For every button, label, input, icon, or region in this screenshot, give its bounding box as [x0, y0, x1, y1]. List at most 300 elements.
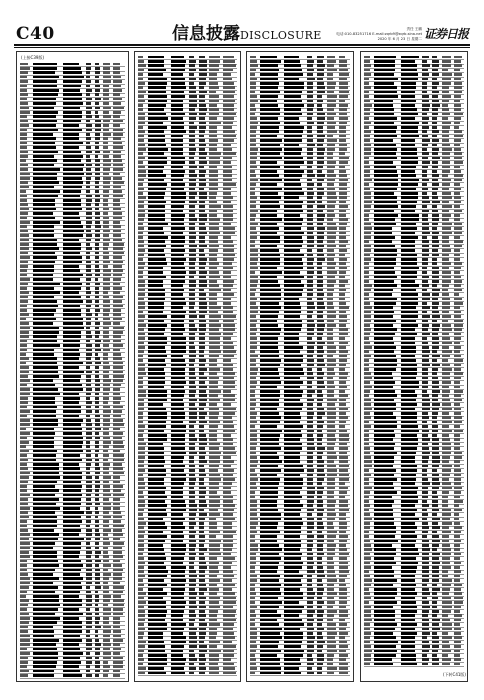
table-cell: [148, 386, 164, 389]
table-cell: [20, 520, 27, 523]
table-cell: [374, 658, 392, 661]
table-cell: [20, 555, 30, 558]
table-cell: [63, 349, 79, 352]
table-cell: [374, 218, 395, 221]
table-cell: [374, 170, 397, 173]
table-cell: [442, 557, 450, 560]
table-cell: [442, 227, 451, 230]
table-cell: [113, 93, 120, 96]
table-cell: [432, 78, 437, 81]
table-cell: [432, 588, 440, 591]
table-cell: [138, 535, 144, 538]
table-cell: [442, 641, 449, 644]
table-cell: [103, 151, 110, 154]
table-cell: [401, 113, 418, 116]
table-cell: [454, 258, 460, 261]
table-cell: [209, 122, 220, 125]
table-cell: [20, 560, 27, 563]
table-cell: [20, 643, 30, 646]
table-cell: [148, 650, 165, 653]
table-cell: [442, 86, 449, 89]
table-cell: [223, 113, 236, 116]
table-cell: [223, 487, 231, 490]
table-cell: [223, 170, 232, 173]
table-cell: [442, 144, 450, 147]
table-cell: [113, 76, 120, 79]
table-cell: [454, 69, 460, 72]
table-cell: [63, 186, 82, 189]
table-cell: [95, 379, 101, 382]
table-cell: [63, 208, 82, 211]
table-cell: [284, 214, 300, 217]
table-cell: [307, 575, 312, 578]
table-cell: [401, 346, 416, 349]
table-cell: [113, 155, 121, 158]
table-cell: [63, 507, 80, 510]
table-cell: [339, 139, 346, 142]
table-cell: [401, 636, 415, 639]
table-cell: [442, 333, 449, 336]
table-cell: [63, 120, 81, 123]
table-cell: [86, 560, 92, 563]
table-cell: [223, 478, 235, 481]
table-cell: [374, 179, 398, 182]
table-cell: [422, 324, 429, 327]
table-cell: [103, 186, 110, 189]
table-cell: [250, 416, 256, 419]
table-cell: [199, 108, 207, 111]
table-cell: [148, 408, 166, 411]
table-cell: [20, 221, 30, 224]
table-cell: [199, 535, 205, 538]
table-cell: [260, 667, 281, 670]
table-cell: [374, 284, 397, 287]
table-cell: [103, 511, 109, 514]
table-cell: [260, 183, 277, 186]
table-cell: [171, 210, 184, 213]
table-cell: [20, 63, 28, 66]
table-cell: [284, 117, 299, 120]
table-cell: [307, 56, 312, 59]
table-cell: [442, 337, 450, 340]
table-cell: [401, 526, 417, 529]
table-cell: [171, 570, 186, 573]
table-cell: [250, 320, 257, 323]
table-cell: [250, 302, 256, 305]
table-cell: [307, 368, 312, 371]
table-cell: [364, 359, 369, 362]
table-cell: [209, 377, 219, 380]
table-cell: [339, 227, 346, 230]
table-cell: [209, 606, 219, 609]
table-cell: [171, 240, 185, 243]
table-cell: [401, 205, 416, 208]
table-cell: [401, 544, 415, 547]
table-cell: [250, 430, 257, 433]
table-cell: [364, 579, 372, 582]
table-cell: [63, 296, 80, 299]
table-cell: [33, 652, 58, 655]
table-cell: [339, 438, 349, 441]
table-cell: [422, 289, 427, 292]
table-cell: [374, 350, 394, 353]
table-cell: [422, 487, 428, 490]
table-cell: [209, 601, 219, 604]
table-cell: [171, 324, 185, 327]
table-cell: [171, 526, 185, 529]
table-cell: [339, 293, 345, 296]
table-cell: [189, 280, 196, 283]
table-cell: [33, 441, 54, 444]
table-cell: [199, 236, 205, 239]
table-cell: [199, 254, 205, 257]
table-cell: [401, 201, 417, 204]
table-cell: [317, 267, 322, 270]
table-cell: [432, 518, 440, 521]
table-cell: [339, 584, 346, 587]
table-cell: [442, 306, 450, 309]
table-cell: [95, 621, 100, 624]
table-cell: [284, 650, 304, 653]
table-cell: [327, 496, 334, 499]
table-cell: [250, 280, 258, 283]
table-cell: [250, 509, 257, 512]
table-cell: [63, 503, 81, 506]
table-cell: [422, 636, 427, 639]
table-cell: [442, 425, 449, 428]
table-cell: [327, 645, 336, 648]
table-cell: [223, 298, 231, 301]
table-cell: [327, 232, 336, 235]
table-cell: [148, 166, 164, 169]
table-cell: [442, 500, 448, 503]
table-cell: [260, 117, 278, 120]
table-cell: [138, 548, 144, 551]
table-cell: [327, 192, 336, 195]
table-cell: [148, 663, 167, 666]
table-cell: [189, 289, 195, 292]
table-cell: [422, 328, 428, 331]
table-cell: [339, 364, 346, 367]
table-cell: [113, 327, 123, 330]
table-cell: [307, 148, 313, 151]
table-cell: [284, 82, 304, 85]
table-cell: [148, 86, 166, 89]
table-cell: [223, 434, 231, 437]
table-cell: [422, 372, 428, 375]
table-cell: [223, 416, 232, 419]
table-cell: [260, 328, 281, 331]
table-cell: [442, 271, 451, 274]
table-cell: [95, 274, 101, 277]
table-cell: [86, 349, 92, 352]
table-cell: [86, 573, 92, 576]
table-cell: [63, 608, 79, 611]
table-cell: [454, 601, 463, 604]
table-cell: [401, 482, 415, 485]
table-cell: [20, 252, 28, 255]
table-cell: [209, 144, 217, 147]
table-cell: [442, 100, 449, 103]
table-cell: [307, 271, 314, 274]
table-cell: [189, 531, 196, 534]
table-cell: [95, 604, 99, 607]
table-cell: [374, 416, 396, 419]
table-cell: [317, 619, 323, 622]
table-cell: [20, 529, 28, 532]
table-cell: [171, 469, 184, 472]
table-cell: [442, 377, 450, 380]
table-cell: [307, 236, 314, 239]
table-cell: [199, 548, 207, 551]
table-cell: [86, 547, 91, 550]
table-cell: [374, 192, 394, 195]
table-cell: [364, 364, 369, 367]
table-cell: [223, 179, 232, 182]
table-cell: [327, 236, 336, 239]
table-cell: [86, 168, 91, 171]
table-cell: [86, 353, 92, 356]
table-cell: [284, 663, 301, 666]
table-cell: [401, 438, 418, 441]
table-cell: [103, 195, 109, 198]
table-cell: [189, 245, 197, 248]
table-cell: [284, 359, 303, 362]
table-cell: [209, 166, 216, 169]
table-cell: [33, 397, 55, 400]
table-cell: [422, 623, 429, 626]
table-cell: [260, 650, 281, 653]
table-cell: [454, 425, 460, 428]
table-cell: [189, 86, 195, 89]
table-cell: [442, 60, 451, 63]
table-cell: [307, 210, 313, 213]
table-cell: [401, 152, 417, 155]
table-cell: [401, 333, 417, 336]
table-cell: [327, 377, 333, 380]
table-cell: [307, 614, 313, 617]
table-cell: [223, 56, 233, 59]
table-cell: [33, 379, 53, 382]
table-cell: [209, 337, 220, 340]
table-cell: [364, 276, 369, 279]
table-cell: [339, 276, 345, 279]
table-cell: [33, 199, 56, 202]
table-cell: [374, 425, 397, 428]
table-cell: [260, 421, 280, 424]
table-cell: [189, 474, 195, 477]
table-cell: [442, 139, 449, 142]
table-cell: [189, 298, 195, 301]
table-cell: [223, 557, 235, 560]
table-cell: [422, 267, 427, 270]
table-cell: [339, 249, 347, 252]
table-cell: [209, 267, 217, 270]
table-cell: [223, 104, 234, 107]
table-cell: [113, 349, 119, 352]
table-cell: [422, 126, 429, 129]
table-cell: [454, 293, 459, 296]
table-cell: [20, 507, 30, 510]
table-cell: [113, 71, 120, 74]
table-cell: [422, 262, 428, 265]
table-cell: [113, 599, 123, 602]
table-cell: [33, 520, 57, 523]
table-cell: [401, 122, 419, 125]
table-cell: [138, 289, 145, 292]
table-cell: [327, 240, 335, 243]
table-cell: [307, 205, 313, 208]
table-cell: [171, 166, 184, 169]
table-cell: [189, 183, 196, 186]
table-cell: [103, 212, 108, 215]
table-cell: [86, 595, 91, 598]
table-cell: [171, 95, 185, 98]
table-cell: [86, 384, 91, 387]
table-cell: [223, 276, 231, 279]
table-cell: [20, 467, 28, 470]
table-cell: [33, 137, 57, 140]
table-cell: [63, 230, 84, 233]
table-cell: [63, 243, 81, 246]
table-cell: [327, 100, 336, 103]
table-cell: [307, 223, 313, 226]
table-cell: [260, 623, 279, 626]
table-cell: [171, 170, 185, 173]
table-cell: [103, 454, 109, 457]
table-cell: [339, 210, 346, 213]
table-cell: [307, 196, 313, 199]
table-cell: [171, 658, 187, 661]
table-cell: [209, 346, 220, 349]
table-cell: [401, 531, 415, 534]
table-cell: [95, 67, 101, 70]
table-cell: [364, 86, 371, 89]
table-cell: [103, 481, 109, 484]
table-cell: [422, 641, 429, 644]
table-cell: [317, 377, 323, 380]
table-cell: [339, 606, 346, 609]
table-cell: [189, 267, 195, 270]
table-cell: [374, 553, 396, 556]
table-cell: [339, 311, 346, 314]
table-cell: [189, 548, 194, 551]
table-cell: [113, 313, 120, 316]
table-cell: [284, 205, 302, 208]
table-cell: [260, 130, 279, 133]
table-cell: [327, 487, 335, 490]
table-cell: [223, 566, 231, 569]
table-cell: [454, 311, 461, 314]
table-cell: [189, 157, 194, 160]
table-cell: [103, 573, 111, 576]
table-cell: [86, 674, 92, 677]
table-cell: [199, 364, 205, 367]
table-cell: [148, 575, 167, 578]
table-cell: [454, 254, 460, 257]
table-cell: [374, 161, 393, 164]
table-cell: [148, 531, 163, 534]
table-cell: [199, 465, 204, 468]
table-cell: [209, 280, 217, 283]
table-cell: [374, 214, 398, 217]
table-cell: [364, 205, 371, 208]
table-cell: [189, 69, 196, 72]
table-cell: [260, 425, 277, 428]
table-cell: [432, 280, 439, 283]
table-cell: [327, 619, 333, 622]
table-cell: [442, 430, 452, 433]
table-cell: [33, 291, 60, 294]
table-cell: [138, 601, 146, 604]
table-cell: [454, 364, 461, 367]
table-cell: [339, 108, 347, 111]
table-cell: [199, 504, 206, 507]
table-cell: [454, 377, 461, 380]
table-cell: [284, 540, 301, 543]
table-cell: [454, 78, 461, 81]
table-cell: [63, 630, 82, 633]
table-cell: [307, 482, 313, 485]
table-cell: [307, 86, 313, 89]
table-cell: [454, 144, 460, 147]
table-cell: [317, 667, 322, 670]
table-cell: [189, 359, 195, 362]
table-cell: [223, 293, 234, 296]
table-cell: [20, 243, 29, 246]
table-cell: [364, 372, 371, 375]
table-cell: [284, 280, 301, 283]
table-cell: [432, 526, 440, 529]
table-cell: [95, 243, 99, 246]
table-cell: [86, 80, 90, 83]
table-cell: [86, 186, 90, 189]
table-cell: [432, 381, 439, 384]
table-cell: [20, 657, 28, 660]
table-cell: [327, 355, 333, 358]
table-cell: [317, 320, 324, 323]
table-cell: [138, 196, 146, 199]
table-cell: [374, 306, 393, 309]
table-cell: [284, 126, 304, 129]
table-cell: [432, 249, 438, 252]
table-cell: [171, 623, 187, 626]
table-cell: [189, 100, 196, 103]
table-cell: [223, 562, 232, 565]
table-cell: [374, 311, 394, 314]
table-cell: [317, 526, 324, 529]
table-cell: [171, 377, 185, 380]
table-cell: [199, 139, 205, 142]
table-cell: [138, 271, 143, 274]
table-cell: [250, 372, 257, 375]
table-cell: [103, 423, 110, 426]
table-cell: [317, 509, 324, 512]
table-cell: [454, 152, 462, 155]
table-cell: [339, 526, 347, 529]
table-cell: [63, 331, 81, 334]
table-cell: [339, 487, 348, 490]
table-cell: [317, 359, 324, 362]
table-cell: [20, 366, 29, 369]
table-cell: [422, 522, 428, 525]
table-cell: [199, 117, 205, 120]
table-cell: [307, 311, 313, 314]
table-cell: [189, 271, 196, 274]
table-cell: [422, 469, 427, 472]
table-cell: [223, 491, 231, 494]
table-cell: [250, 597, 255, 600]
